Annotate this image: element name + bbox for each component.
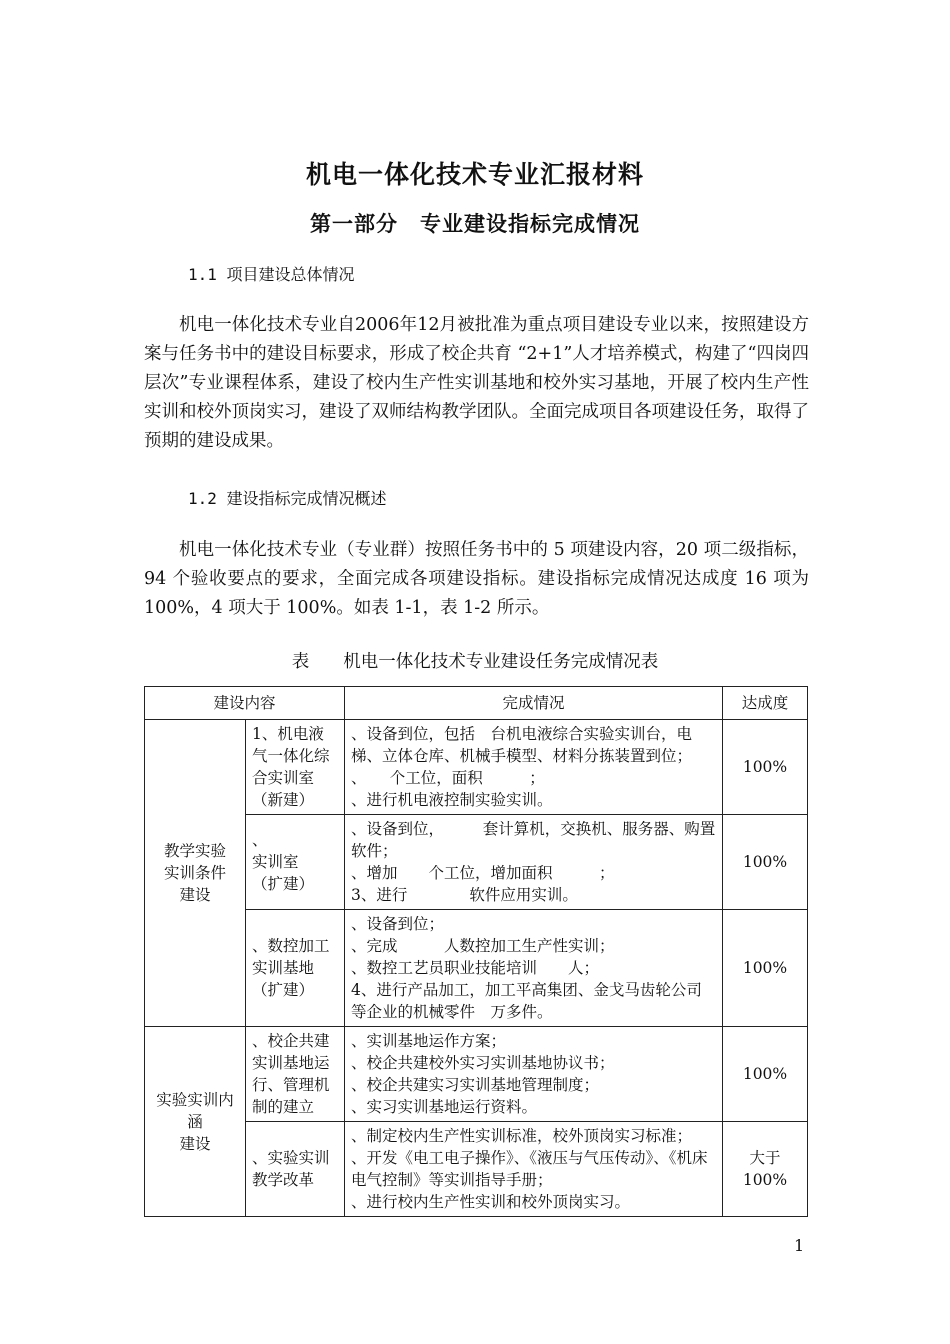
category-label: 教学实验实训条件建设 <box>163 842 226 904</box>
status-cell <box>345 1027 723 1122</box>
status-line: 、制定校内生产性实训标准，校外顶岗实习标准； <box>351 1127 693 1145</box>
page-number: 1 <box>794 1236 805 1255</box>
item-line: （扩建） <box>252 875 315 893</box>
header-degree: 达成度 <box>723 687 808 720</box>
item-line: 、数控加工 <box>252 937 330 955</box>
status-cell <box>345 1122 723 1217</box>
table-row <box>145 1027 808 1122</box>
paragraph-indicators: 机电一体化技术专业（专业群）按照任务书中的 5 项建设内容，20 项二级指标，94 个验收要点的要求，全面完成各项建设指标。建设指标完成情况达成度 16 项为 100%，4 项大于 100%。如表 1-1，表 1-2 所示。 <box>144 540 809 618</box>
status-line: 、开发《电工电子操作》、《液压与气压传动》、《机床电气控制》等实训指导手册； <box>351 1149 708 1189</box>
status-line: 、设备到位， 套计算机，交换机、服务器、购置软件； <box>351 820 716 860</box>
degree-cell: 100% <box>723 815 808 910</box>
item-line: 实训基地 <box>252 959 315 977</box>
degree-cell: 100% <box>723 720 808 815</box>
section-heading-2 <box>188 486 387 509</box>
status-line: 、设备到位； <box>351 915 445 933</box>
category-cell <box>145 720 246 1027</box>
item-line: 实训基地运 <box>252 1054 330 1072</box>
table-row <box>145 720 808 815</box>
status-line: 、实习实训基地运行资料。 <box>351 1098 538 1116</box>
status-line: 、校企共建实习实训基地管理制度； <box>351 1076 600 1094</box>
degree-line: 100% <box>742 1171 788 1189</box>
item-line: （扩建） <box>252 981 315 999</box>
status-line: 、增加 个工位，增加面积 ； <box>351 864 615 882</box>
item-line: 、 <box>252 831 268 849</box>
status-cell <box>345 720 723 815</box>
item-line: 行、管理机 <box>252 1076 330 1094</box>
paragraph-overview: 机电一体化技术专业自2006年12月被批准为重点项目建设专业以来，按照建设方案与任务书中的建设目标要求，形成了校企共育 “2+1”人才培养模式，构建了“四岗四层次”专业课程体系，建设了校内生产性实训基地和校外实习基地，开展了校内生产性实训和校外顶岗实习，建设了双师结构教学团队。全面完成项目各项建设任务，取得了预期的建设成果。 <box>144 315 809 451</box>
degree-cell <box>723 1122 808 1217</box>
item-line: 、校企共建 <box>252 1032 330 1050</box>
item-line: 、实验实训 <box>252 1149 330 1167</box>
part-title: 第一部分 专业建设指标完成情况 <box>310 212 640 236</box>
section-heading-text: 项目建设总体情况 <box>226 265 355 284</box>
status-line: 、进行机电液控制实验实训。 <box>351 791 553 809</box>
item-cell <box>246 720 345 815</box>
status-line: 、实训基地运作方案； <box>351 1032 507 1050</box>
section-number: 1.1 <box>188 265 217 284</box>
item-line: 教学改革 <box>252 1171 315 1189</box>
degree-line: 大于 <box>749 1149 781 1167</box>
table-caption-label: 表 <box>291 652 310 672</box>
status-cell <box>345 815 723 910</box>
status-line: 、 个工位，面积 ； <box>351 769 545 787</box>
category-line: 建设 <box>179 1134 211 1153</box>
item-line: 制的建立 <box>252 1098 315 1116</box>
category-cell <box>145 1027 246 1217</box>
status-line: 、进行校内生产性实训和校外顶岗实习。 <box>351 1193 631 1211</box>
header-status: 完成情况 <box>345 687 723 720</box>
status-line: 、校企共建校外实习实训基地协议书； <box>351 1054 615 1072</box>
item-line: 1、机电液 <box>252 725 324 743</box>
category-line: 实验实训内 <box>156 1090 234 1109</box>
status-line: 、设备到位，包括 台机电液综合实验实训台，电梯、立体仓库、机械手模型、材料分拣装置到位； <box>351 725 693 765</box>
item-line: 实训室 <box>252 853 299 871</box>
table-header-row <box>145 687 808 720</box>
table-caption <box>0 648 950 673</box>
item-line: （新建） <box>252 791 315 809</box>
completion-table <box>144 686 808 1217</box>
item-cell <box>246 815 345 910</box>
status-line: 4、进行产品加工，加工平高集团、金戈马齿轮公司等企业的机械零件 万多件。 <box>351 981 702 1021</box>
table-caption-title: 机电一体化技术专业建设任务完成情况表 <box>343 652 659 672</box>
item-cell <box>246 1122 345 1217</box>
status-line: 、数控工艺员职业技能培训 人； <box>351 959 600 977</box>
section-number: 1.2 <box>188 489 217 508</box>
status-line: 3、进行 软件应用实训。 <box>351 886 578 904</box>
item-cell <box>246 910 345 1027</box>
section-heading-text: 建设指标完成情况概述 <box>226 489 387 508</box>
header-content: 建设内容 <box>145 687 345 720</box>
section-heading-1 <box>188 262 355 285</box>
degree-cell: 100% <box>723 910 808 1027</box>
item-cell <box>246 1027 345 1122</box>
status-cell <box>345 910 723 1027</box>
status-line: 、完成 人数控加工生产性实训； <box>351 937 615 955</box>
category-line: 涵 <box>187 1112 203 1131</box>
item-line: 合实训室 <box>252 769 315 787</box>
degree-cell: 100% <box>723 1027 808 1122</box>
item-line: 气一体化综 <box>252 747 330 765</box>
page-title: 机电一体化技术专业汇报材料 <box>305 160 644 189</box>
